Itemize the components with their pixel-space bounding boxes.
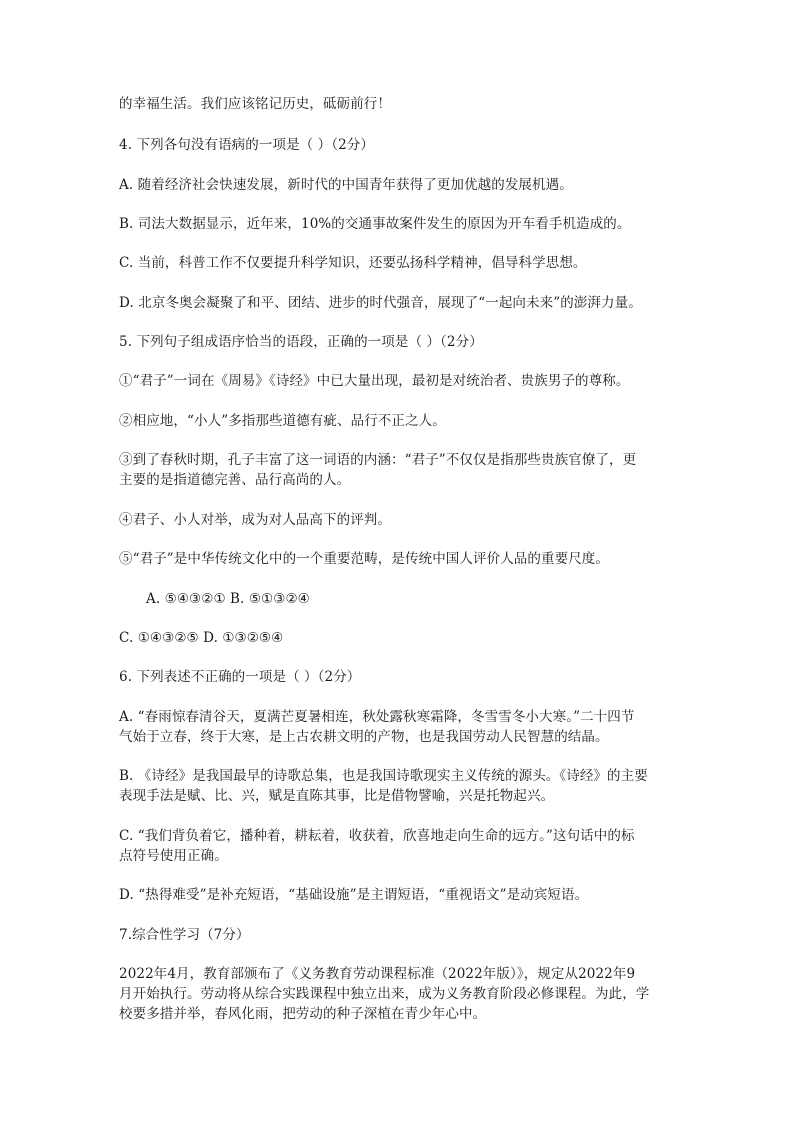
text-line: 的幸福生活。我们应该铭记历史，砥砺前行！ bbox=[119, 96, 391, 112]
option-a-cont: 气始于立春，终于大寒，是上古农耕文明的产物，也是我国劳动人民智慧的结晶。 bbox=[119, 729, 609, 745]
option-c: C. “我们背负着它，播种着，耕耘着，收获着，欣喜地走向生命的远方。”这句话中的标 bbox=[119, 828, 635, 844]
option-a: A. 随着经济社会快速发展，新时代的中国青年获得了更加优越的发展机遇。 bbox=[119, 177, 573, 193]
option-b: B. 《诗经》是我国最早的诗歌总集，也是我国诗歌现实主义传统的源头。《诗经》的主要 bbox=[119, 768, 648, 784]
paragraph-line: 月开始执行。劳动将从综合实践课程中独立出来，成为义务教育阶段必修课程。为此，学 bbox=[119, 986, 650, 1002]
sentence-4: ④君子、小人对举，成为对人品高下的评判。 bbox=[119, 512, 391, 528]
option-d: D. 北京冬奥会凝聚了和平、团结、进步的时代强音，展现了“一起向未来”的澎湃力量。 bbox=[119, 295, 642, 311]
option-c-cont: 点符号使用正确。 bbox=[119, 848, 228, 864]
option-b: B. 司法大数据显示，近年来，10%的交通事故案件发生的原因为开车看手机造成的。 bbox=[119, 216, 631, 232]
sentence-3-cont: 主要的是指道德完善、品行高尚的人。 bbox=[119, 472, 351, 488]
sentence-2: ②相应地，“小人”多指那些道德有疵、品行不正之人。 bbox=[119, 413, 446, 429]
sentence-1: ①“君子”一词在《周易》《诗经》中已大量出现，最初是对统治者、贵族男子的尊称。 bbox=[119, 373, 630, 389]
options-cd: C. ①④③②⑤ D. ①③②⑤④ bbox=[119, 630, 284, 646]
sentence-3: ③到了春秋时期，孔子丰富了这一词语的内涵：“君子”不仅仅是指那些贵族官僚了，更 bbox=[119, 452, 637, 468]
options-ab: A. ⑤④③②① B. ⑤①③②④ bbox=[146, 591, 310, 607]
option-d: D. “热得难受”是补充短语，“基础设施”是主谓短语，“重视语文”是动宾短语。 bbox=[119, 887, 589, 903]
sentence-5: ⑤“君子”是中华传统文化中的一个重要范畴，是传统中国人评价人品的重要尺度。 bbox=[119, 551, 610, 567]
question-6: 6. 下列表述不正确的一项是（ ）（2分） bbox=[119, 669, 361, 685]
option-a: A. “春雨惊春清谷天，夏满芒夏暑相连，秋处露秋寒霜降，冬雪雪冬小大寒。”二十四节 bbox=[119, 709, 635, 725]
paragraph-line: 校要多措并举，春风化雨，把劳动的种子深植在青少年心中。 bbox=[119, 1006, 487, 1022]
option-b-cont: 表现手法是赋、比、兴，赋是直陈其事，比是借物譬喻，兴是托物起兴。 bbox=[119, 788, 555, 804]
question-7: 7.综合性学习（7分） bbox=[119, 927, 250, 943]
paragraph-line: 2022年4月，教育部颁布了《义务教育劳动课程标准（2022年版）》，规定从2022年9 bbox=[119, 966, 636, 982]
question-4: 4. 下列各句没有语病的一项是（ ）（2分） bbox=[119, 137, 375, 153]
question-5: 5. 下列句子组成语序恰当的语段，正确的一项是（ ）（2分） bbox=[119, 334, 483, 350]
option-c: C. 当前，科普工作不仅要提升科学知识，还要弘扬科学精神，倡导科学思想。 bbox=[119, 255, 587, 271]
